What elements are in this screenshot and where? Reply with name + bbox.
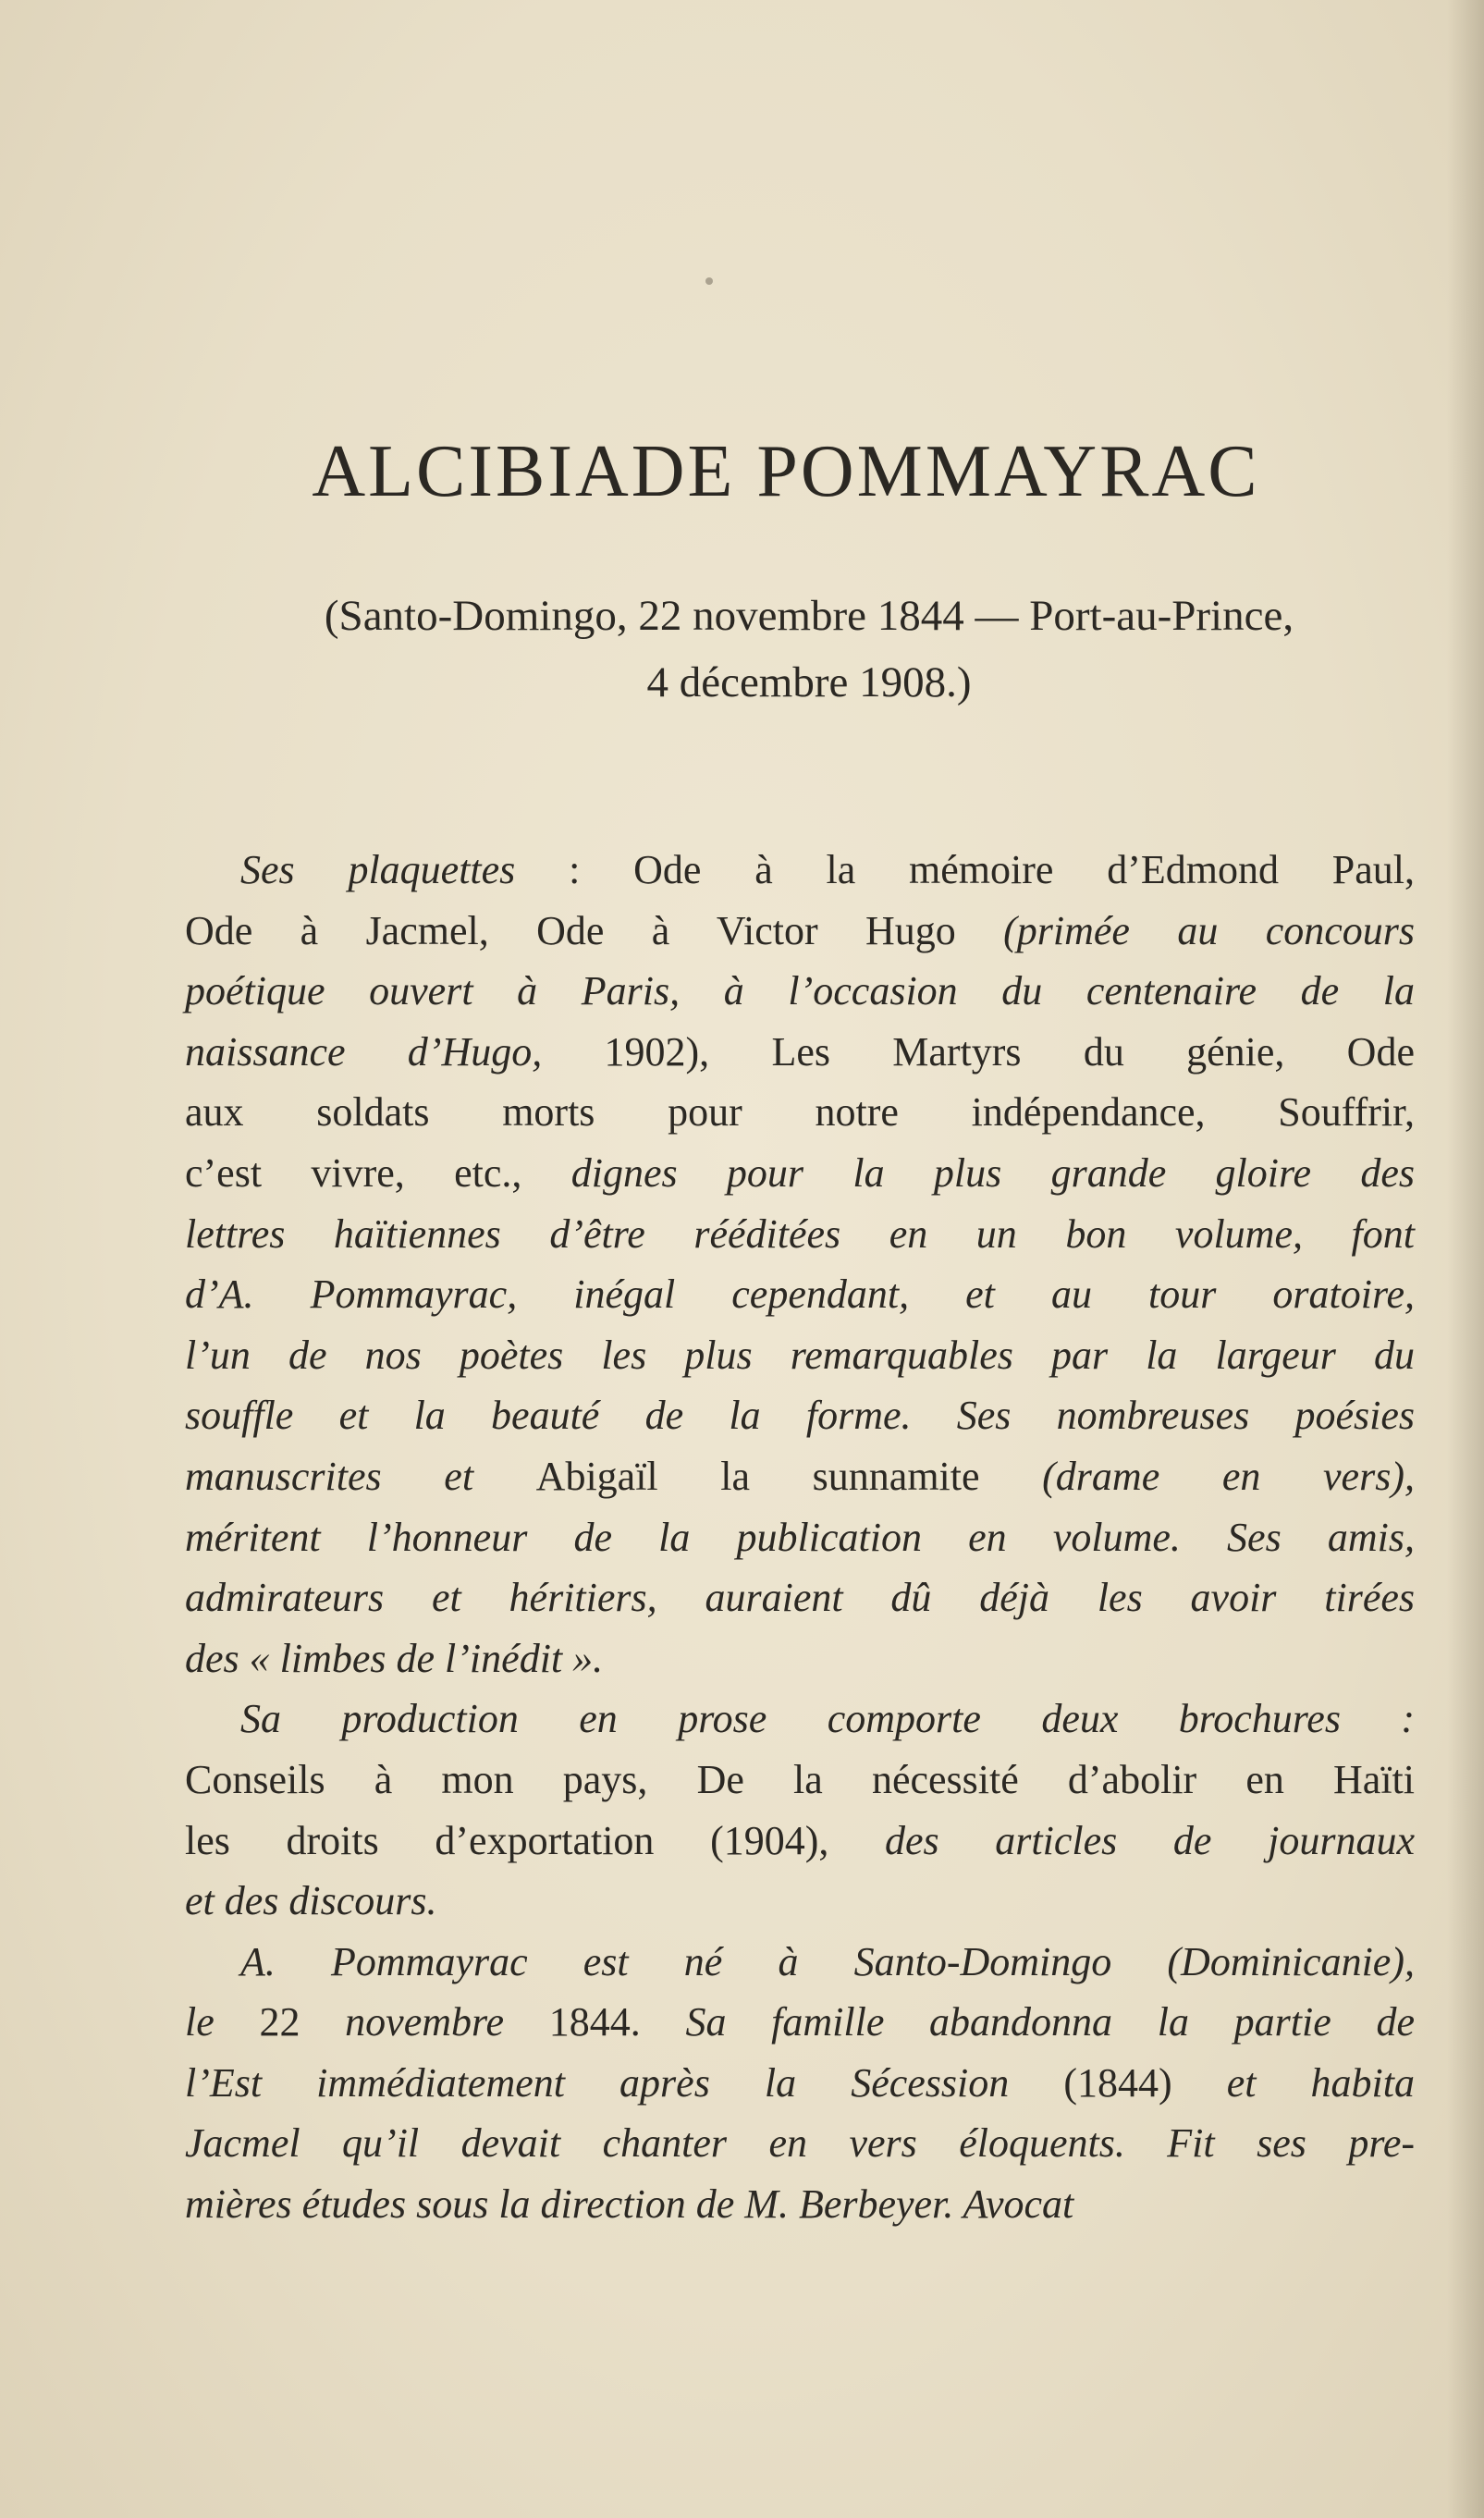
italic-run: dignes pour la plus grande gloire des	[570, 1149, 1415, 1196]
life-dates	[185, 583, 1433, 716]
text-line	[185, 1628, 1415, 1689]
italic-run: Jacmel qu’il devait chanter en vers éloquents. Fit ses pre-	[185, 2120, 1415, 2167]
italic-run: le	[185, 1999, 260, 2045]
roman-run: 1844.	[548, 1999, 686, 2045]
text-line	[185, 1082, 1415, 1143]
italic-run: l’Est immédiatement après la Sécession	[185, 2059, 1064, 2106]
italic-run: Sa famille abandonna la partie de	[685, 1999, 1416, 2045]
roman-run: les droits d’exportation (1904),	[185, 1817, 886, 1863]
text-line	[185, 1932, 1415, 1993]
text-line	[185, 2174, 1415, 2235]
text-line	[185, 1264, 1415, 1325]
page-title: ALCIBIADE POMMAYRAC	[312, 431, 1260, 512]
biography-text	[185, 840, 1415, 2235]
italic-run: novembre	[345, 1999, 549, 2045]
italic-run: naissance d’Hugo,	[185, 1028, 605, 1075]
text-line	[185, 901, 1415, 962]
roman-run: 1902), Les Martyrs du génie, Ode	[604, 1028, 1415, 1075]
text-line	[185, 1446, 1415, 1507]
roman-run: Ode à Jacmel, Ode à Victor Hugo	[185, 907, 1004, 953]
italic-run: d’A. Pommayrac, inégal cependant, et au tour oratoire,	[185, 1271, 1415, 1318]
italic-run: admirateurs et héritiers, auraient dû déjà les avoir tirées	[185, 1575, 1415, 1621]
roman-run: 22	[259, 1999, 346, 2045]
roman-run: c’est vivre, etc.,	[185, 1149, 571, 1196]
page-edge-shadow	[1447, 0, 1484, 2518]
italic-run: souffle et la beauté de la forme. Ses nombreuses poésies	[185, 1393, 1415, 1439]
text-line	[185, 1204, 1415, 1265]
italic-run: l’un de nos poètes les plus remarquables par la largeur du	[185, 1332, 1415, 1378]
italic-run: des « limbes de l’inédit ».	[185, 1635, 604, 1681]
roman-run: Abigaïl la sunnamite	[535, 1453, 1043, 1499]
italic-run: méritent l’honneur de la publication en volume. Ses amis,	[185, 1514, 1415, 1560]
text-line	[185, 1567, 1415, 1628]
italic-run: manuscrites et	[185, 1453, 536, 1499]
text-line	[185, 2113, 1415, 2174]
italic-run: Ses plaquettes	[240, 847, 516, 892]
italic-run: poétique ouvert à Paris, à l’occasion du centenaire de la	[185, 968, 1415, 1014]
text-line	[185, 2053, 1415, 2114]
text-line	[185, 1750, 1415, 1811]
text-line	[185, 840, 1415, 901]
roman-run: (1844)	[1063, 2059, 1227, 2106]
italic-run: et des discours.	[185, 1878, 437, 1924]
ink-speck	[705, 277, 713, 285]
italic-run: A. Pommayrac est né à Santo-Domingo (Dominicanie),	[240, 1938, 1415, 1984]
text-line	[185, 1385, 1415, 1446]
text-line	[185, 1992, 1415, 2053]
roman-run: Conseils à mon pays, De la nécessité d’abolir en Haïti	[185, 1756, 1415, 1802]
text-line	[185, 1871, 1415, 1932]
text-line	[185, 1325, 1415, 1386]
text-line	[185, 1507, 1415, 1568]
life-dates-line-1: (Santo-Domingo, 22 novembre 1844 — Port-au-Prince,	[324, 592, 1294, 640]
italic-run: et habita	[1226, 2059, 1416, 2106]
text-line	[185, 1022, 1415, 1083]
italic-run: Sa production en prose comporte deux brochures :	[240, 1696, 1415, 1742]
text-line	[185, 1689, 1415, 1750]
italic-run: des articles de journaux	[885, 1817, 1415, 1863]
life-dates-line-2: 4 décembre 1908.)	[646, 658, 972, 706]
roman-run: aux soldats morts pour notre indépendance, Souffrir,	[185, 1089, 1415, 1136]
italic-run: (primée au concours	[1003, 907, 1415, 953]
text-line	[185, 961, 1415, 1022]
italic-run: mières études sous la direction de M. Berbeyer. Avocat	[185, 2181, 1074, 2228]
text-line	[185, 1143, 1415, 1204]
italic-run: lettres haïtiennes d’être rééditées en un bon volume, font	[185, 1210, 1415, 1257]
italic-run: (drame en vers),	[1042, 1453, 1415, 1499]
text-line	[185, 1811, 1415, 1872]
roman-run: : Ode à la mémoire d’Edmond Paul,	[515, 847, 1415, 892]
